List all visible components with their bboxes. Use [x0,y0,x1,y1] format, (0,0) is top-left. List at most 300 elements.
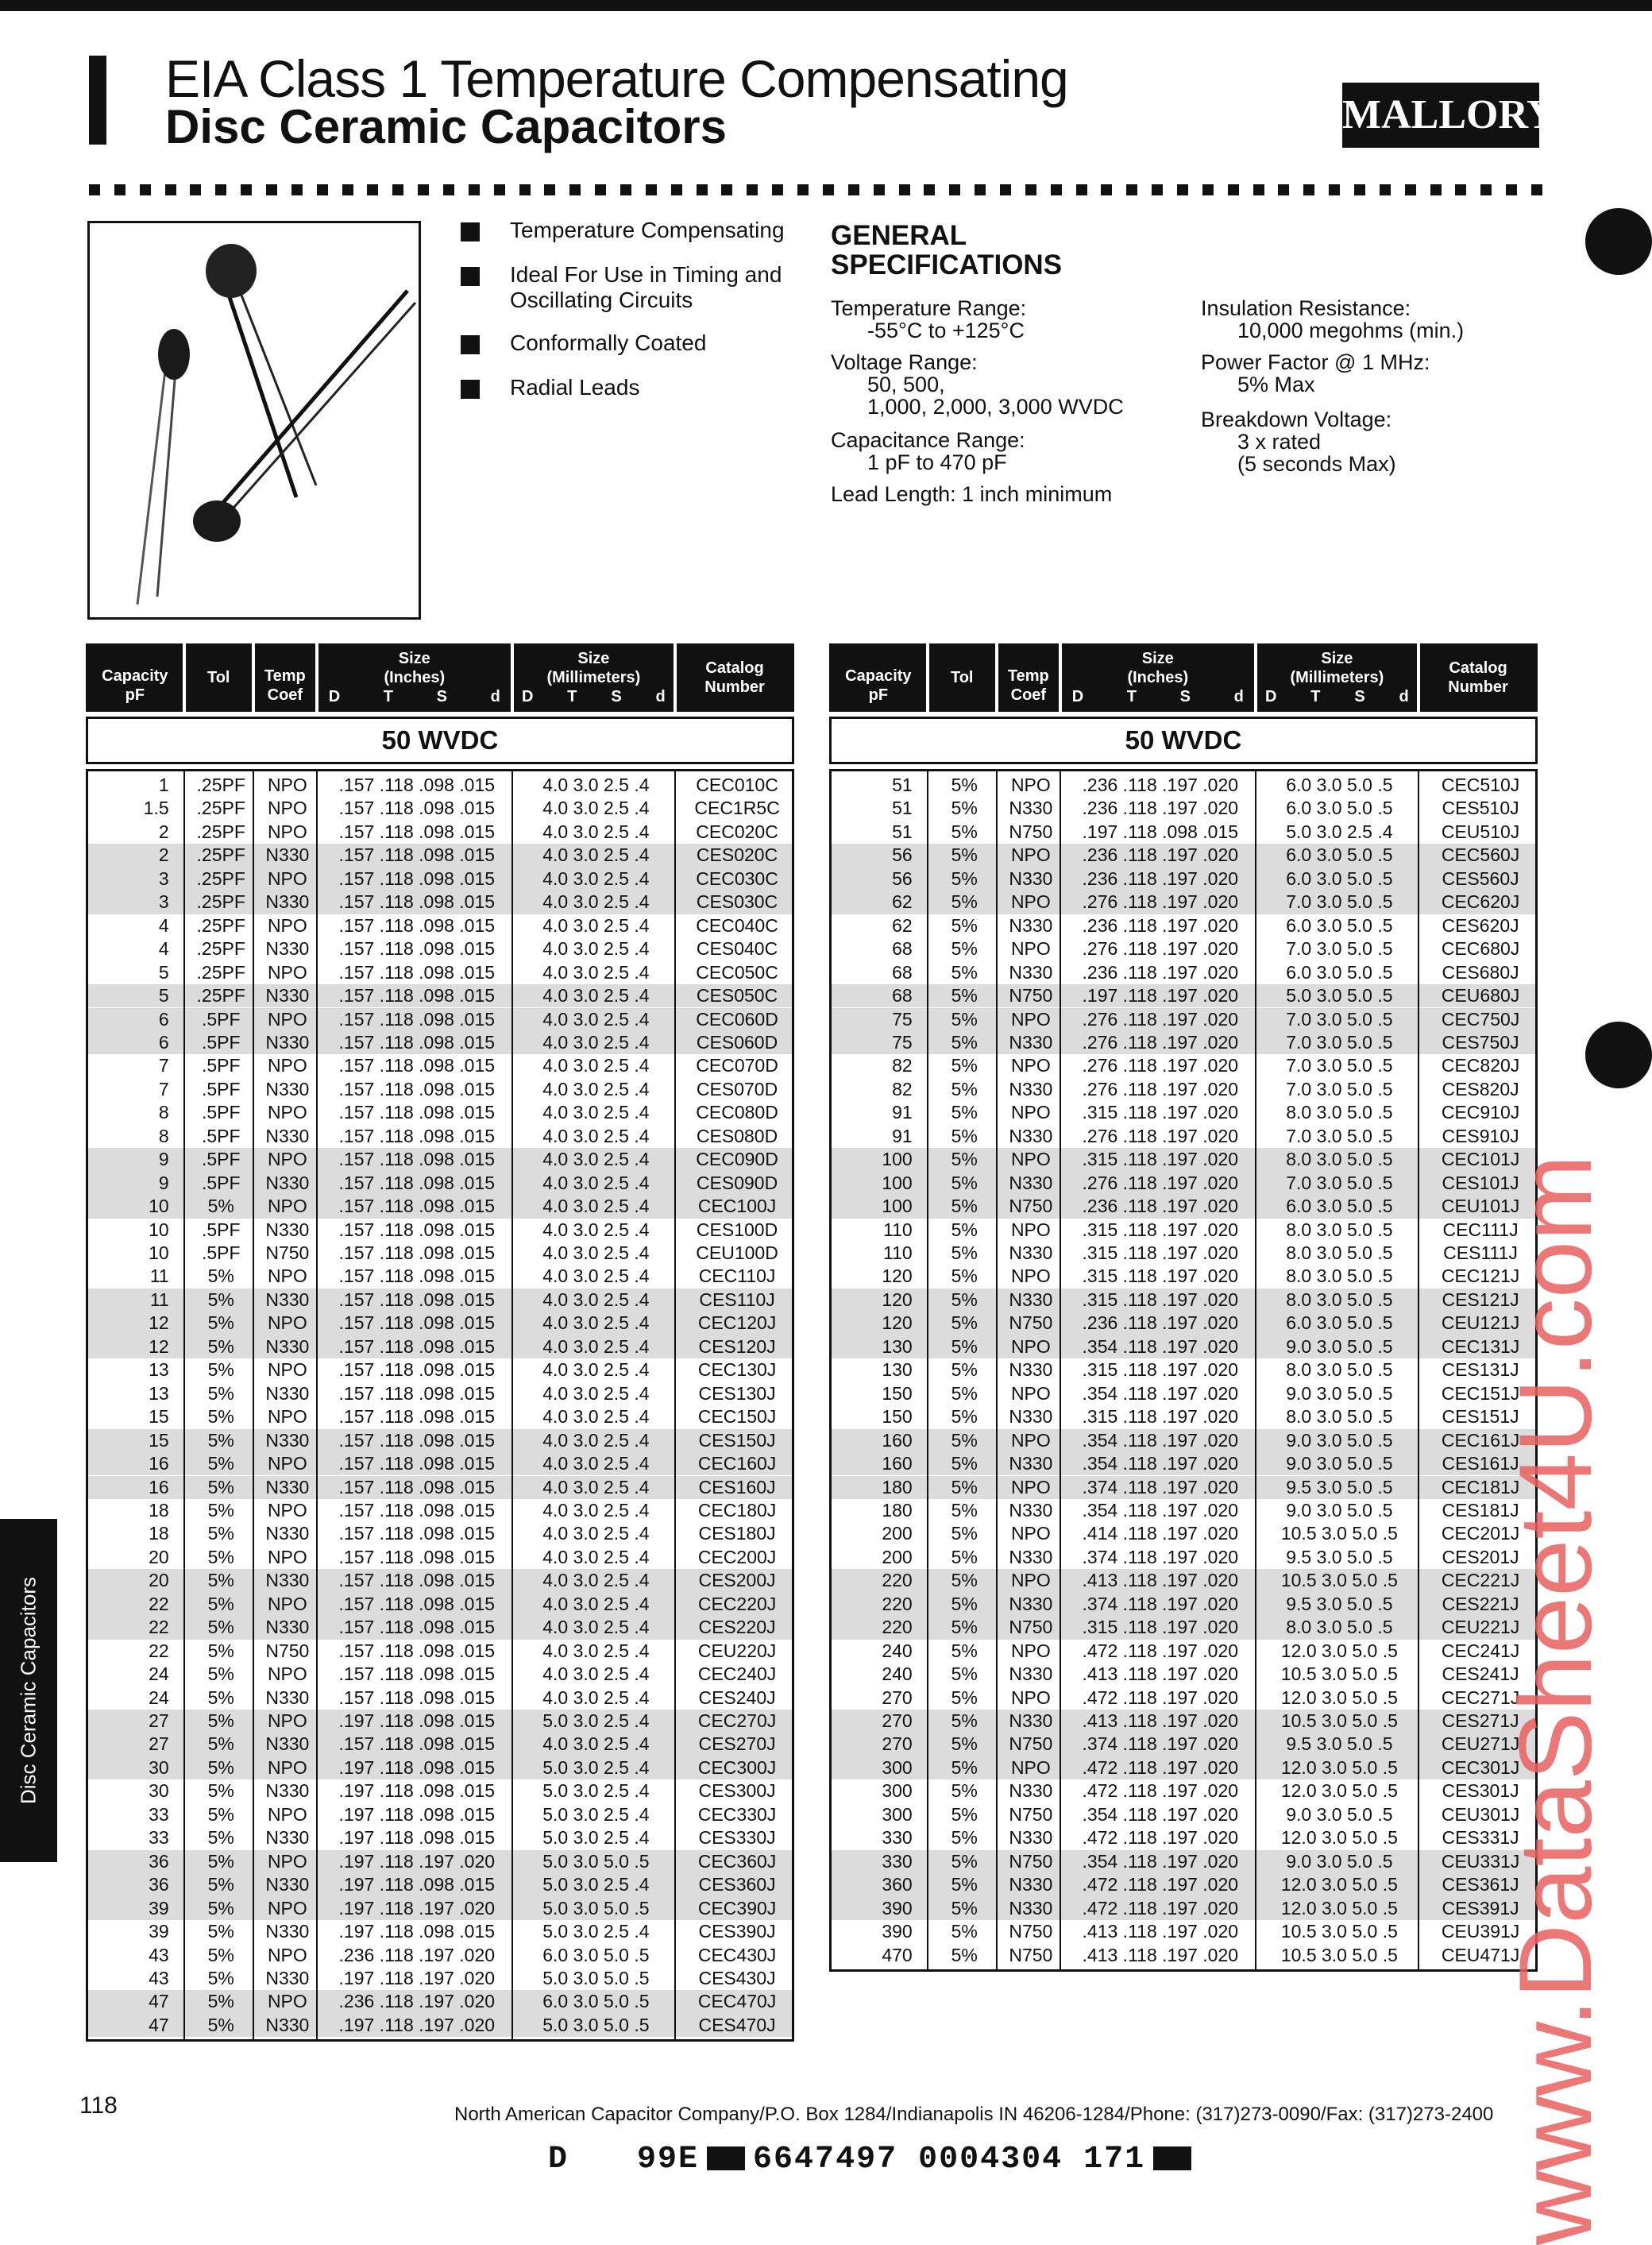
table-cell: 68 [892,985,913,1007]
table-cell: 5% [951,1312,978,1334]
divider-square [1253,184,1264,195]
table-cell: .25PF [196,914,245,936]
table-cell: CEC050C [696,961,778,983]
table-cell: CES080D [696,1125,778,1146]
table-cell: CEC150J [697,1406,777,1428]
table-cell: 4.0 3.0 2.5 .4 [542,867,650,889]
table-cell: CES680J [1442,961,1519,983]
table-cell: N330 [1009,1242,1053,1263]
table-cell: 11 [149,1265,169,1287]
table-cell: NPO [1010,1219,1051,1240]
table-cell: 130 [882,1359,913,1381]
divider-square [1228,184,1239,195]
table-cell: CEC020C [696,821,778,842]
table-cell: CEC070D [696,1055,778,1076]
table-cell: NPO [267,1546,307,1567]
table-cell: 5% [951,961,978,983]
table-cell: .276 .118 .197 .020 [1082,938,1239,960]
table-cell: NPO [267,775,307,795]
punch-hole [1585,1022,1652,1088]
table-cell: CEC360J [697,1850,777,1872]
table-cell: NPO [1010,1382,1051,1404]
table-cell: NPO [267,961,307,983]
table-row [832,1452,1535,1475]
table-cell: N750 [1009,1921,1053,1942]
divider-square [569,184,581,195]
table-cell: CES201J [1442,1546,1519,1567]
table-cell: 43 [149,1944,169,1965]
table-cell: .197 .118 .098 .015 [338,1710,496,1731]
table-cell: 4.0 3.0 2.5 .4 [542,1055,650,1076]
table-row [832,1616,1535,1639]
table-cell: 6.0 3.0 5.0 .5 [1286,1196,1393,1217]
table-cell: .157 .118 .098 .015 [338,1031,496,1053]
table-cell: CEC240J [697,1663,777,1685]
table-cell: 6.0 3.0 5.0 .5 [1286,961,1393,983]
table-cell: NPO [1010,938,1051,960]
table-cell: CEC620J [1441,891,1520,913]
header-separator [511,643,514,712]
table-cell: 56 [892,844,913,866]
table-cell: 5% [207,1921,234,1942]
table-cell: 11 [149,1289,169,1310]
table-cell: 4 [158,938,169,960]
table-cell: 8 [158,1102,169,1123]
table-cell: CEC510J [1441,775,1520,795]
table-cell: NPO [1010,1149,1051,1170]
header-subcol: T [383,688,394,705]
title-marker [89,56,106,145]
table-cell: .157 .118 .098 .015 [338,1429,496,1451]
table-cell: .236 .118 .197 .020 [1082,914,1239,936]
divider-square [165,184,176,195]
table-cell: CES150J [698,1429,776,1451]
table-cell: 5% [207,1827,234,1849]
header-subcols [1072,687,1244,706]
table-cell: 5% [951,1476,978,1497]
table-cell: 5% [951,1921,978,1942]
table-cell: 39 [149,1921,169,1942]
table-cell: .157 .118 .098 .015 [338,1663,496,1685]
table-cell: .157 .118 .098 .015 [338,1008,496,1030]
table-cell: .157 .118 .098 .015 [338,821,496,842]
table-cell: .157 .118 .098 .015 [338,1640,496,1661]
table-cell: 5% [207,1803,234,1825]
table-cell: 270 [882,1687,913,1708]
table-cell: 6.0 3.0 5.0 .5 [1286,1312,1393,1334]
table-cell: 5.0 3.0 5.0 .5 [1286,985,1393,1007]
table-row [832,774,1535,797]
spec-insulation: Insulation Resistance: 10,000 megohms (min.) [1201,296,1465,342]
table-cell: 4.0 3.0 2.5 .4 [542,1640,650,1661]
table-cell: 5% [207,1499,234,1520]
table-cell: 5% [951,1149,978,1170]
left-table-header-cell [253,643,317,720]
table-cell: N750 [1009,1850,1053,1872]
header-label: Number [1448,678,1508,696]
header-label: Temp [1007,667,1049,685]
table-cell: 10.5 3.0 5.0 .5 [1280,1663,1398,1685]
table-row [832,1826,1535,1849]
table-row [88,1897,792,1920]
table-cell: NPO [1010,1008,1051,1030]
table-cell: CES200J [698,1570,776,1591]
table-cell: 300 [882,1803,913,1825]
table-cell: N330 [1009,1406,1053,1428]
table-cell: N330 [265,1031,310,1053]
table-cell: 5% [207,1617,234,1638]
table-cell: NPO [1010,1265,1051,1287]
table-cell: 75 [892,1031,913,1053]
table-cell: 5% [951,1031,978,1053]
table-cell: 7.0 3.0 5.0 .5 [1286,1125,1393,1146]
table-cell: .354 .118 .197 .020 [1082,1382,1239,1404]
table-cell: 5.0 3.0 2.5 .4 [542,1874,650,1895]
left-table-header-cell [512,643,676,712]
divider-square [519,184,531,195]
divider-square [1480,184,1492,195]
table-cell: 33 [149,1827,169,1849]
table-cell: 9.5 3.0 5.0 .5 [1286,1593,1393,1614]
table-cell: NPO [267,1593,307,1614]
divider-square [1152,184,1163,195]
table-cell: 4.0 3.0 2.5 .4 [542,1196,650,1217]
table-cell: 120 [882,1265,913,1287]
table-cell: 8.0 3.0 5.0 .5 [1286,1149,1393,1170]
divider-square [469,184,480,195]
table-cell: 20 [149,1546,169,1567]
table-row [88,1640,792,1663]
table-cell: 4.0 3.0 2.5 .4 [542,1149,650,1170]
table-cell: 4.0 3.0 2.5 .4 [542,891,650,913]
table-cell: .157 .118 .098 .015 [338,1406,496,1428]
table-row [832,1265,1535,1288]
table-cell: N750 [1009,985,1053,1007]
table-cell: CEC270J [697,1710,777,1731]
bullet-icon [461,267,480,286]
table-cell: 10 [149,1219,169,1240]
table-cell: 4.0 3.0 2.5 .4 [542,1687,650,1708]
table-cell: CES390J [698,1921,776,1942]
table-row [88,1756,792,1779]
table-cell: 6.0 3.0 5.0 .5 [542,1991,650,2012]
table-cell: .197 .118 .098 .015 [338,1874,496,1895]
table-cell: 390 [882,1897,913,1918]
table-cell: .157 .118 .098 .015 [338,1593,496,1614]
table-cell: .5PF [201,1172,241,1193]
divider-square [89,184,100,195]
table-cell: 5% [951,1499,978,1520]
table-cell: 51 [892,821,913,842]
table-cell: .315 .118 .197 .020 [1082,1149,1239,1170]
table-cell: CEU680J [1441,985,1520,1007]
table-cell: .236 .118 .197 .020 [1082,1196,1239,1217]
table-cell: .157 .118 .098 .015 [338,1312,496,1334]
header-subcol: S [1179,688,1191,705]
table-cell: CES181J [1442,1499,1519,1520]
table-cell: .157 .118 .098 .015 [338,1382,496,1404]
header-separator [1417,643,1420,712]
divider-square [215,184,226,195]
table-cell: CES050C [696,985,778,1007]
header-separator [995,643,998,712]
table-cell: 10 [149,1196,169,1217]
table-cell: .157 .118 .098 .015 [338,914,496,936]
divider-square [874,184,885,195]
table-row [88,1195,792,1218]
table-cell: N330 [265,1476,310,1497]
table-cell: .236 .118 .197 .020 [1082,961,1239,983]
table-cell: CEC221J [1441,1570,1520,1591]
table-row [832,1358,1535,1381]
table-cell: CES111J [1443,1242,1518,1263]
table-cell: NPO [267,1265,307,1287]
table-cell: 6.0 3.0 5.0 .5 [542,1944,650,1965]
divider-square [140,184,151,195]
table-cell: N750 [1009,1944,1053,1965]
table-cell: 7.0 3.0 5.0 .5 [1286,1055,1393,1076]
table-cell: CEC090D [696,1149,778,1170]
table-cell: N330 [265,2014,310,2035]
table-cell: .354 .118 .197 .020 [1082,1453,1239,1474]
table-cell: .5PF [201,1078,241,1099]
table-cell: 360 [882,1874,913,1895]
table-cell: 33 [149,1803,169,1825]
table-cell: .315 .118 .197 .020 [1082,1242,1239,1263]
table-cell: 36 [149,1850,169,1872]
table-cell: 4.0 3.0 2.5 .4 [542,1429,650,1451]
brand-logo: MALLORY [1342,83,1539,148]
table-cell: .276 .118 .197 .020 [1082,1172,1239,1193]
header-label: (Millimeters) [1290,669,1384,686]
table-row [88,1335,792,1358]
left-table-header-cell [184,643,253,712]
table-row [88,1125,792,1148]
table-cell: CES030C [696,891,778,913]
table-cell: NPO [1010,1570,1051,1591]
table-cell: N330 [1009,914,1053,936]
table-row [832,1944,1535,1967]
table-cell: 91 [892,1125,913,1146]
header-label: Coef [1010,686,1047,704]
table-cell: 5% [207,1359,234,1381]
table-cell: 5% [207,1687,234,1708]
table-row [832,1125,1535,1148]
header-separator [926,643,929,712]
table-cell: 5% [951,798,978,819]
table-row [832,1405,1535,1428]
table-cell: .157 .118 .098 .015 [338,1523,496,1544]
table-cell: N750 [265,1640,310,1661]
table-cell: CEC131J [1441,1335,1520,1357]
table-cell: 91 [892,1102,913,1123]
table-cell: 9.5 3.0 5.0 .5 [1286,1546,1393,1567]
page-number: 118 [79,2092,118,2119]
divider-square [797,184,809,195]
divider-square [1202,184,1214,195]
table-cell: 5% [207,1523,234,1544]
table-cell: 12 [149,1312,169,1334]
table-cell: .157 .118 .098 .015 [338,1219,496,1240]
spec-lead-length: Lead Length: 1 inch minimum [831,482,1113,506]
header-label: Number [704,678,765,696]
table-cell: 5% [951,1617,978,1638]
header-label: pF [125,686,145,704]
table-cell: .472 .118 .197 .020 [1082,1874,1239,1895]
table-cell: 5% [951,1008,978,1030]
table-cell: CEC010C [696,775,778,795]
table-cell: 8.0 3.0 5.0 .5 [1286,1265,1393,1287]
table-cell: .276 .118 .197 .020 [1082,891,1239,913]
table-cell: N330 [265,1921,310,1942]
header-subcol: D [521,688,534,705]
left-table-voltage-banner: 50 WVDC [86,717,794,764]
table-row [88,1312,792,1335]
table-cell: 5% [207,1429,234,1451]
table-cell: CES070D [696,1078,778,1099]
header-separator [1059,643,1062,712]
table-cell: 4.0 3.0 2.5 .4 [542,1546,650,1567]
table-row [88,1687,792,1710]
table-cell: CES270J [698,1733,776,1755]
table-cell: 1.5 [143,798,169,819]
table-cell: .472 .118 .197 .020 [1082,1687,1239,1708]
table-cell: 68 [892,938,913,960]
table-cell: 5% [951,1640,978,1661]
table-cell: 5% [951,1733,978,1755]
left-table-header-cell [317,643,512,712]
table-cell: 5% [207,1991,234,2012]
table-row [88,1850,792,1873]
table-cell: NPO [267,1850,307,1872]
table-cell: 12.0 3.0 5.0 .5 [1280,1897,1398,1918]
table-cell: .354 .118 .197 .020 [1082,1850,1239,1872]
table-cell: CEC181J [1441,1476,1520,1497]
table-cell: N330 [1009,1546,1053,1567]
table-row [88,1405,792,1428]
table-row [88,1242,792,1265]
table-cell: 18 [149,1499,169,1520]
table-cell: N330 [1009,1827,1053,1849]
table-cell: .197 .118 .197 .020 [338,2014,496,2035]
table-cell: 9.0 3.0 5.0 .5 [1286,1803,1393,1825]
divider-square [1177,184,1188,195]
table-cell: 120 [882,1289,913,1310]
table-cell: .472 .118 .197 .020 [1082,1827,1239,1849]
table-cell: 5% [951,1219,978,1240]
left-table-header [86,643,794,712]
dotted-divider [89,184,1542,195]
table-cell: 9.0 3.0 5.0 .5 [1286,1453,1393,1474]
table-cell: 110 [883,1242,913,1263]
table-cell: 150 [882,1406,913,1428]
table-cell: CES220J [698,1617,776,1638]
table-cell: CES750J [1442,1031,1519,1053]
table-cell: CES151J [1442,1406,1519,1428]
table-cell: 4.0 3.0 2.5 .4 [542,844,650,866]
right-table-header-cell [829,643,928,720]
table-cell: CEC271J [1441,1687,1520,1708]
table-row [88,1499,792,1522]
table-cell: CES470J [698,2014,776,2035]
table-cell: CEC430J [697,1944,777,1965]
table-cell: .197 .118 .098 .015 [1082,821,1239,842]
table-cell: 180 [882,1499,913,1520]
table-cell: .276 .118 .197 .020 [1082,1031,1239,1053]
table-cell: N330 [265,1429,310,1451]
table-cell: .315 .118 .197 .020 [1082,1265,1239,1287]
divider-square [772,184,783,195]
table-cell: .413 .118 .197 .020 [1082,1710,1239,1731]
table-row [832,1242,1535,1265]
divider-square [1430,184,1442,195]
divider-square [392,184,403,195]
header-separator [252,643,255,712]
table-cell: N750 [1009,1196,1053,1217]
table-cell: .472 .118 .197 .020 [1082,1780,1239,1802]
table-cell: 150 [882,1382,913,1404]
table-cell: N330 [265,1382,310,1404]
table-cell: 5% [951,1335,978,1357]
table-cell: NPO [267,1406,307,1428]
divider-square [1506,184,1517,195]
table-cell: 51 [892,775,913,795]
table-cell: .5PF [201,1055,241,1076]
table-cell: 9 [158,1149,169,1170]
table-cell: CES221J [1442,1593,1519,1614]
table-cell: 5% [951,1756,978,1778]
table-cell: 4.0 3.0 2.5 .4 [542,1172,650,1193]
table-cell: .414 .118 .197 .020 [1082,1523,1239,1544]
table-cell: 5% [207,1733,234,1755]
table-row [88,1219,792,1242]
table-cell: CEC241J [1441,1640,1520,1661]
table-cell: NPO [267,1359,307,1381]
table-row [832,1476,1535,1499]
table-cell: .354 .118 .197 .020 [1082,1499,1239,1520]
table-cell: 5% [207,1967,234,1988]
table-cell: 5% [951,1803,978,1825]
table-row [832,914,1535,937]
table-cell: CEC390J [697,1897,777,1918]
table-cell: 5% [207,1453,234,1474]
table-cell: 5% [951,775,978,795]
table-cell: .25PF [196,961,245,983]
table-cell: N750 [1009,1617,1053,1638]
table-cell: 160 [882,1453,913,1474]
table-cell: .157 .118 .098 .015 [338,1733,496,1755]
table-cell: 4.0 3.0 2.5 .4 [542,1733,650,1755]
top-rule [0,0,1652,11]
table-row [88,1803,792,1826]
header-label: Tol [206,669,230,686]
table-cell: N330 [265,1570,310,1591]
table-cell: N330 [1009,1078,1053,1099]
table-cell: 270 [882,1733,913,1755]
table-cell: N330 [265,844,310,866]
table-cell: N330 [265,1078,310,1099]
table-cell: .472 .118 .197 .020 [1082,1897,1239,1918]
divider-square [975,184,986,195]
table-cell: 39 [149,1897,169,1918]
table-cell: NPO [267,1897,307,1918]
table-cell: 5% [951,891,978,913]
table-cell: 220 [882,1617,913,1638]
table-cell: CEC100J [697,1196,777,1217]
table-cell: CEC151J [1441,1382,1520,1404]
table-row [832,1172,1535,1195]
header-separator [1254,643,1257,712]
